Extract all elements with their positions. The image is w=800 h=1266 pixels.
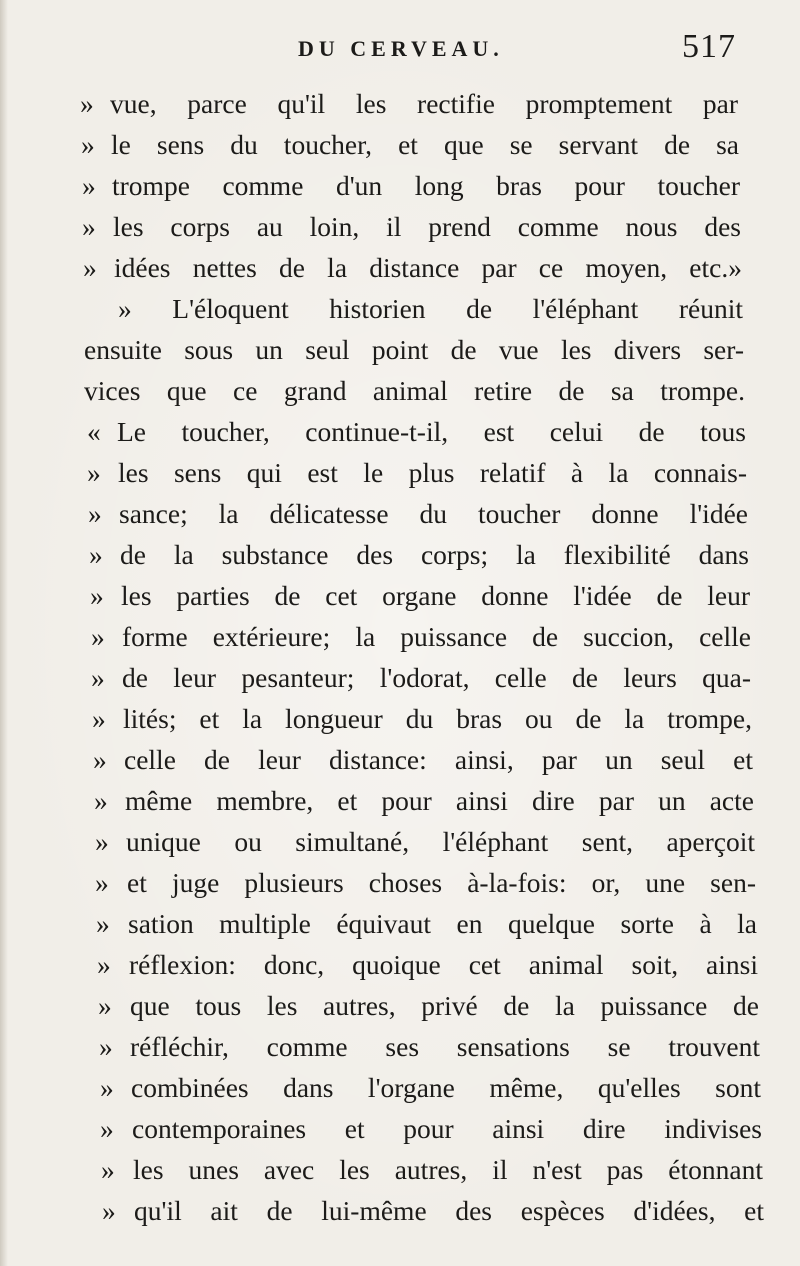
line-text: vices que ce grand animal retire de sa trompe. bbox=[84, 375, 745, 406]
text-line bbox=[0, 821, 800, 862]
quote-marker: » bbox=[97, 949, 111, 980]
line-text: les corps au loin, il prend comme nous des bbox=[113, 211, 741, 242]
line-text: sation multiple équivaut en quelque sorte à la bbox=[128, 908, 757, 939]
quote-marker: » bbox=[80, 88, 94, 119]
text-line bbox=[0, 862, 800, 903]
text-line bbox=[0, 83, 800, 124]
line-text: qu'il ait de lui-même des espèces d'idées, et bbox=[134, 1195, 764, 1226]
line-text: celle de leur distance: ainsi, par un seul et bbox=[124, 744, 753, 775]
running-head: DU CERVEAU. bbox=[298, 36, 504, 61]
quote-marker: » bbox=[96, 908, 110, 939]
line-text: lités; et la longueur du bras ou de la trompe, bbox=[123, 703, 752, 734]
line-text: même membre, et pour ainsi dire par un acte bbox=[125, 785, 754, 816]
line-text: idées nettes de la distance par ce moyen, etc.» bbox=[114, 252, 742, 283]
text-line bbox=[0, 288, 800, 329]
quote-marker: » bbox=[98, 990, 112, 1021]
text-line bbox=[0, 247, 800, 288]
text-line bbox=[0, 903, 800, 944]
line-text: les sens qui est le plus relatif à la connais- bbox=[118, 457, 747, 488]
text-line bbox=[0, 206, 800, 247]
quote-marker: » bbox=[82, 170, 96, 201]
body-text bbox=[0, 83, 800, 1231]
line-text: trompe comme d'un long bras pour toucher bbox=[112, 170, 740, 201]
text-line bbox=[0, 1149, 800, 1190]
quote-marker: » bbox=[95, 867, 109, 898]
line-text: combinées dans l'organe même, qu'elles sont bbox=[131, 1072, 761, 1103]
line-text: sance; la délicatesse du toucher donne l'idée bbox=[119, 498, 748, 529]
quote-marker: » bbox=[100, 1113, 114, 1144]
line-text: les unes avec les autres, il n'est pas étonnant bbox=[133, 1154, 763, 1185]
line-text: » L'éloquent historien de l'éléphant réunit bbox=[118, 293, 743, 324]
text-line bbox=[0, 1026, 800, 1067]
text-line bbox=[0, 657, 800, 698]
line-text: unique ou simultané, l'éléphant sent, aperçoit bbox=[126, 826, 755, 857]
line-text: et juge plusieurs choses à-la-fois: or, une sen- bbox=[127, 867, 756, 898]
text-line bbox=[0, 411, 800, 452]
line-text: réfléchir, comme ses sensations se trouvent bbox=[130, 1031, 760, 1062]
text-line bbox=[0, 944, 800, 985]
quote-marker: » bbox=[94, 785, 108, 816]
text-line bbox=[0, 124, 800, 165]
line-text: que tous les autres, privé de la puissance de bbox=[130, 990, 759, 1021]
text-line bbox=[0, 165, 800, 206]
line-text: de la substance des corps; la flexibilité dans bbox=[120, 539, 749, 570]
line-text: le sens du toucher, et que se servant de sa bbox=[111, 129, 739, 160]
text-line bbox=[0, 616, 800, 657]
page-header bbox=[0, 28, 800, 74]
line-text: vue, parce qu'il les rectifie promptement par bbox=[110, 88, 738, 119]
text-line bbox=[0, 698, 800, 739]
line-text: réflexion: donc, quoique cet animal soit, ainsi bbox=[129, 949, 758, 980]
quote-marker: » bbox=[91, 662, 105, 693]
line-text: les parties de cet organe donne l'idée de leur bbox=[121, 580, 750, 611]
line-text: Le toucher, continue-t-il, est celui de tous bbox=[117, 416, 746, 447]
quote-marker: » bbox=[99, 1031, 113, 1062]
quote-marker: » bbox=[82, 211, 96, 242]
text-line bbox=[0, 370, 800, 411]
text-line bbox=[0, 1190, 800, 1231]
page-number: 517 bbox=[682, 28, 736, 65]
quote-marker: « bbox=[87, 416, 101, 447]
line-text: de leur pesanteur; l'odorat, celle de leurs qua- bbox=[122, 662, 751, 693]
text-line bbox=[0, 739, 800, 780]
quote-marker: » bbox=[93, 744, 107, 775]
text-line bbox=[0, 985, 800, 1026]
line-text: ensuite sous un seul point de vue les divers ser- bbox=[84, 334, 744, 365]
text-line bbox=[0, 1108, 800, 1149]
quote-marker: » bbox=[95, 826, 109, 857]
text-line bbox=[0, 1067, 800, 1108]
text-line bbox=[0, 329, 800, 370]
text-line bbox=[0, 780, 800, 821]
text-line bbox=[0, 534, 800, 575]
quote-marker: » bbox=[90, 580, 104, 611]
quote-marker: » bbox=[102, 1195, 116, 1226]
quote-marker: » bbox=[89, 539, 103, 570]
quote-marker: » bbox=[88, 498, 102, 529]
text-line bbox=[0, 452, 800, 493]
quote-marker: » bbox=[87, 457, 101, 488]
quote-marker: » bbox=[91, 621, 105, 652]
quote-marker: » bbox=[83, 252, 97, 283]
line-text: forme extérieure; la puissance de succion, celle bbox=[122, 621, 751, 652]
quote-marker: » bbox=[92, 703, 106, 734]
text-line bbox=[0, 575, 800, 616]
quote-marker: » bbox=[100, 1072, 114, 1103]
line-text: contemporaines et pour ainsi dire indivises bbox=[132, 1113, 762, 1144]
quote-marker: » bbox=[101, 1154, 115, 1185]
text-line bbox=[0, 493, 800, 534]
quote-marker: » bbox=[81, 129, 95, 160]
